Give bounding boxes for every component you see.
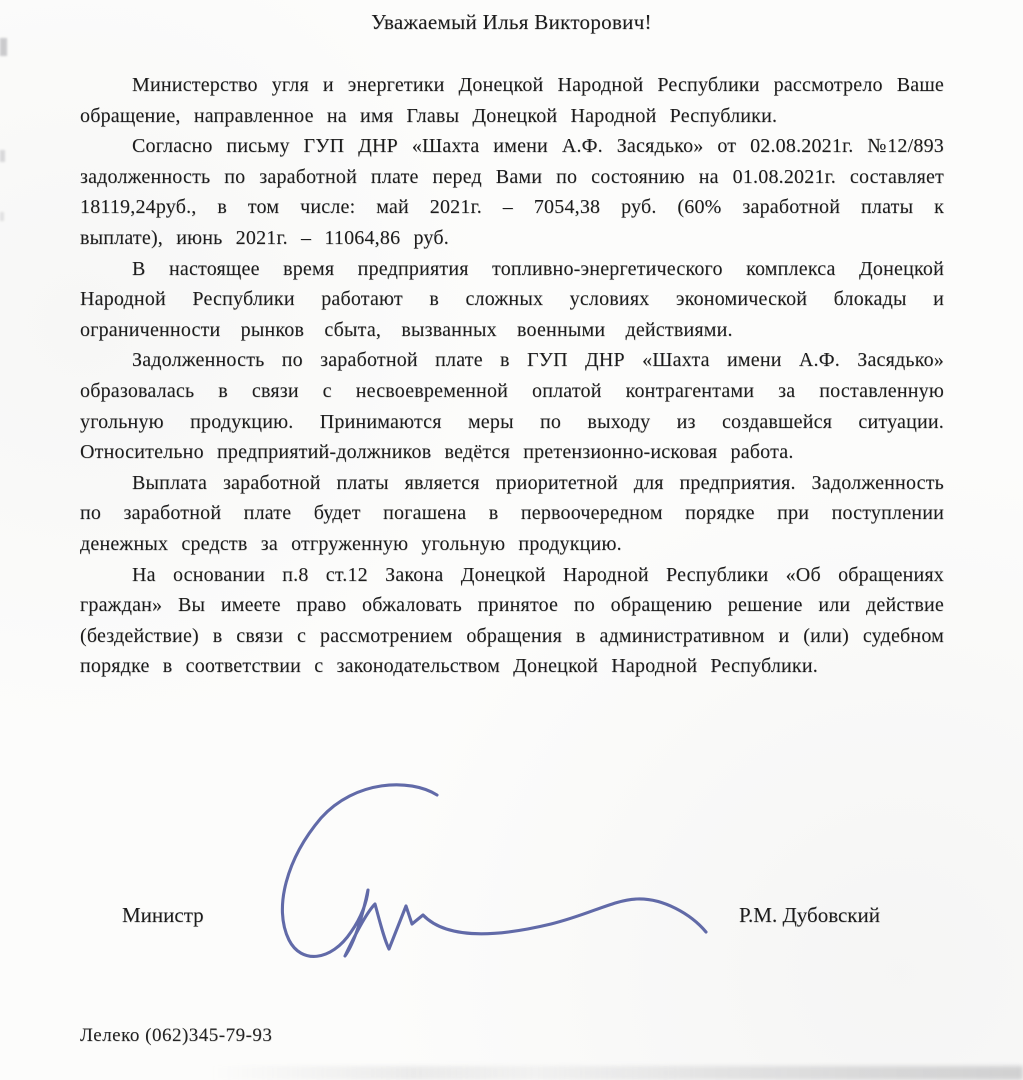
paragraph-conditions: В настоящее время предприятия топливно-энергетического комплекса Донецкой Народной Республики работают в сложных условиях экономической блокады и ограниченности рынков сбыта, вызванных военными действиями.	[80, 257, 944, 341]
paragraph-legal-rights: На основании п.8 ст.12 Закона Донецкой Народной Республики «Об обращениях граждан» Вы имеете право обжаловать принятое по обращению решение или действие (бездействие) в связи с рассмотрением обращения в административном и (или) судебном порядке в соответствии с законодательством Донецкой Народной Республики.	[80, 563, 944, 678]
signature-row	[122, 903, 880, 928]
signature-stroke	[282, 785, 706, 957]
scan-smudge	[210, 1066, 1023, 1080]
executor-contact: Лелеко (062)345-79-93	[80, 1025, 273, 1046]
paragraph-debt-details: Согласно письму ГУП ДНР «Шахта имени А.Ф. Засядько» от 02.08.2021г. №12/893 задолженность по заработной плате перед Вами по состоянию на 01.08.2021г. составляет 18119,24руб., в том числе: май 2021г. – 7054,38 руб. (60% заработной платы к выплате), июнь 2021г. – 11064,86 руб.	[80, 135, 944, 249]
handwritten-signature-icon	[255, 740, 735, 975]
scan-edge-artifact	[0, 212, 4, 221]
paragraph-debt-cause: Задолженность по заработной плате в ГУП ДНР «Шахта имени А.Ф. Засядько» образовалась в связи с несвоевременной оплатой контрагентами за поставленную угольную продукцию. Принимаются меры по выходу из создавшейся ситуации. Относительно предприятий-должников ведётся претензионно-исковая работа.	[80, 349, 944, 464]
paragraph-intro: Министерство угля и энергетики Донецкой Народной Республики рассмотрело Ваше обращение, направленное на имя Главы Донецкой Народной Республики.	[80, 74, 944, 127]
scan-edge-artifact	[0, 38, 7, 56]
letter-body	[80, 70, 944, 682]
paragraph-repayment: Выплата заработной платы является приоритетной для предприятия. Задолженность по заработной плате будет погашена в первоочередном порядке при поступлении денежных средств за отгруженную угольную продукцию.	[80, 471, 944, 555]
salutation-line: Уважаемый Илья Викторович!	[371, 10, 652, 34]
scan-edge-artifact	[0, 150, 5, 162]
signatory-name: Р.М. Дубовский	[738, 903, 880, 927]
signatory-position: Министр	[122, 903, 204, 927]
